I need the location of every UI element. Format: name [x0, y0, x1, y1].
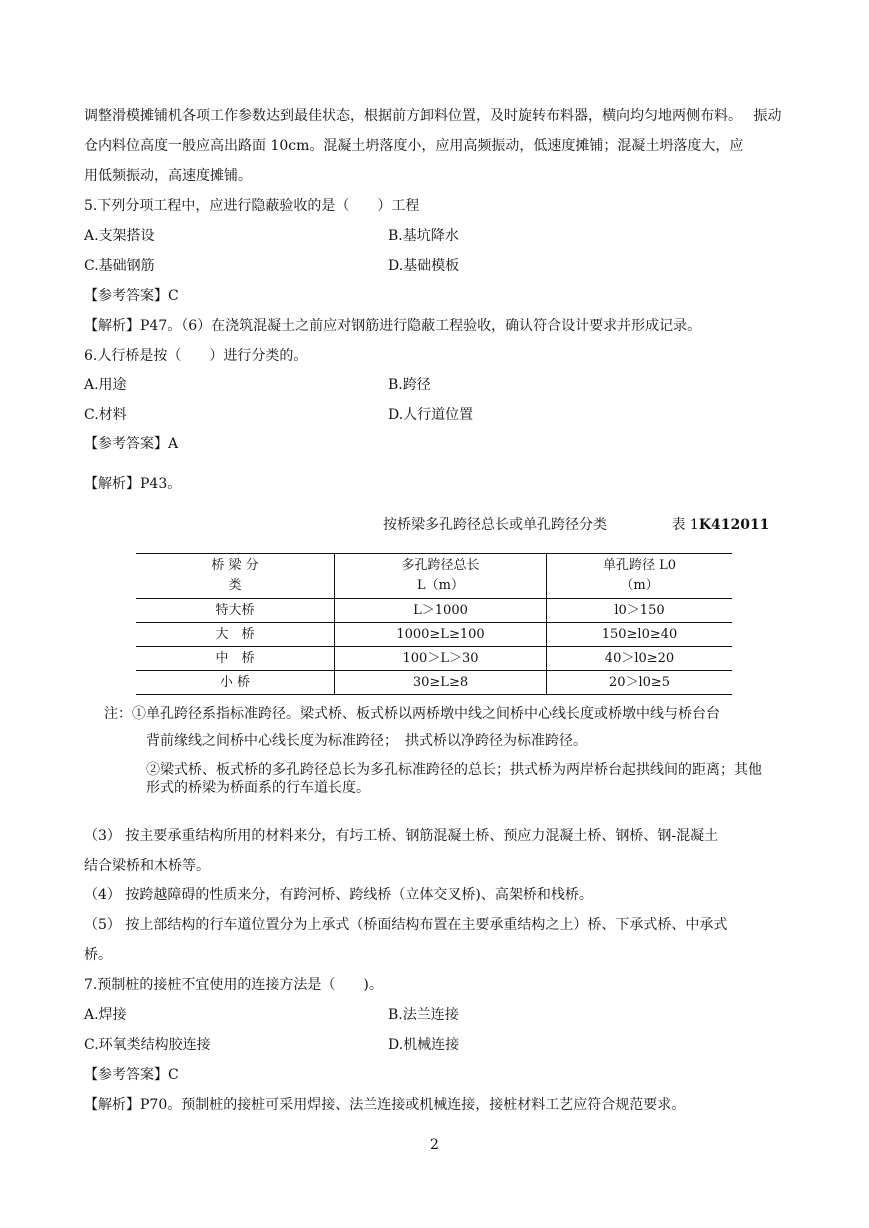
- intro-line-2: 仓内料位高度一般应高出路面 10cm。混凝土坍落度小，应用高频振动，低速度摊铺；混凝土坍落度大，应: [84, 138, 744, 154]
- q7-option-d: D.机械连接: [388, 1037, 460, 1053]
- header-single-line-1: 单孔跨径 L0: [602, 558, 677, 573]
- table-row: [136, 599, 732, 623]
- row-total: 100＞L＞30: [335, 647, 547, 671]
- q6-question: 6.人行桥是按（ ）进行分类的。: [84, 348, 308, 364]
- q6-analysis: 【解析】P43。: [84, 476, 182, 492]
- q5-option-b: B.基坑降水: [388, 228, 459, 244]
- row-single: l0＞150: [547, 599, 733, 623]
- para-3-line-1: （3） 按主要承重结构所用的材料来分，有圬工桥、钢筋混凝土桥、预应力混凝土桥、钢桥、钢-混凝土: [84, 828, 719, 844]
- table-caption: [383, 514, 769, 534]
- row-type: 小 桥: [136, 671, 335, 695]
- para-5-line-1: （5） 按上部结构的行车道位置分为上承式（桥面结构布置在主要承重结构之上）桥、下承式桥、中承式: [84, 917, 728, 933]
- q6-option-b: B.跨径: [388, 377, 431, 393]
- intro-line-3: 用低频振动，高速度摊铺。: [84, 168, 252, 184]
- row-total: 1000≥L≥100: [335, 623, 547, 647]
- header-total-line-1: 多孔跨径总长: [401, 558, 480, 573]
- row-type: 中 桥: [136, 647, 335, 671]
- q7-option-a: A.焊接: [84, 1007, 127, 1023]
- para-3-line-2: 结合梁桥和木桥等。: [84, 858, 210, 874]
- table-row: [136, 671, 732, 695]
- q7-option-b: B.法兰连接: [388, 1007, 459, 1023]
- table-row: [136, 623, 732, 647]
- table-header-row: [136, 554, 732, 599]
- q6-answer: 【参考答案】A: [84, 436, 179, 452]
- header-single-line-2: （m）: [620, 578, 659, 593]
- row-type: 特大桥: [136, 599, 335, 623]
- header-total-length: [335, 554, 547, 599]
- q5-question: 5.下列分项工程中，应进行隐蔽验收的是（ ）工程: [84, 198, 420, 214]
- q7-option-c: C.环氧类结构胶连接: [84, 1037, 211, 1053]
- para-5-line-2: 桥。: [84, 947, 112, 963]
- bridge-classification-table: [136, 553, 732, 695]
- table-number-prefix: 表 1: [671, 517, 699, 533]
- q5-answer: 【参考答案】C: [84, 288, 179, 304]
- table-note-line-4: 形式的桥梁为桥面系的行车道长度。: [146, 780, 370, 796]
- q6-option-c: C.材料: [84, 407, 127, 423]
- page-number: 2: [430, 1137, 439, 1153]
- table-note-line-2: 背前缘线之间桥中心线长度为标准跨径； 拱式桥以净跨径为标准跨径。: [146, 733, 587, 749]
- header-type: [136, 554, 335, 599]
- row-single: 20＞l0≥5: [547, 671, 733, 695]
- row-total: 30≥L≥8: [335, 671, 547, 695]
- q5-option-a: A.支架搭设: [84, 228, 155, 244]
- intro-line-1: 调整滑模摊铺机各项工作参数达到最佳状态，根据前方卸料位置，及时旋转布料器，横向均匀地两侧布料。 振动: [84, 108, 782, 124]
- q6-option-a: A.用途: [84, 377, 127, 393]
- row-type: 大 桥: [136, 623, 335, 647]
- table-number-bold: K412011: [698, 517, 770, 533]
- table-caption-text: 按桥梁多孔跨径总长或单孔跨径分类: [383, 517, 607, 533]
- q6-option-d: D.人行道位置: [388, 407, 474, 423]
- header-total-line-2: L（m）: [417, 578, 464, 593]
- row-total: L＞1000: [335, 599, 547, 623]
- q5-analysis: 【解析】P47。（6）在浇筑混凝土之前应对钢筋进行隐蔽工程验收，确认符合设计要求并形成记录。: [84, 318, 702, 334]
- q7-answer: 【参考答案】C: [84, 1067, 179, 1083]
- table-note-line-1: 注：①单孔跨径系指标准跨径。梁式桥、板式桥以两桥墩中线之间桥中心线长度或桥墩中线与桥台台: [104, 706, 720, 722]
- header-type-line-2: 类: [228, 578, 242, 593]
- q7-analysis: 【解析】P70。预制桩的接桩可采用焊接、法兰连接或机械连接，接桩材料工艺应符合规范要求。: [84, 1097, 686, 1113]
- header-type-line-1: 桥 梁 分: [211, 558, 259, 573]
- para-4: （4） 按跨越障碍的性质来分，有跨河桥、跨线桥（立体交叉桥)、高架桥和栈桥。: [84, 887, 593, 903]
- row-single: 150≥l0≥40: [547, 623, 733, 647]
- row-single: 40＞l0≥20: [547, 647, 733, 671]
- header-single-span: [547, 554, 733, 599]
- q5-option-d: D.基础模板: [388, 258, 460, 274]
- table-number: [671, 517, 769, 533]
- q7-question: 7.预制桩的接桩不宜使用的连接方法是（ )。: [84, 977, 383, 993]
- table-note-line-3: ②梁式桥、板式桥的多孔跨径总长为多孔标准跨径的总长；拱式桥为两岸桥台起拱线间的距离；其他: [146, 762, 762, 778]
- table-row: [136, 647, 732, 671]
- q5-option-c: C.基础钢筋: [84, 258, 155, 274]
